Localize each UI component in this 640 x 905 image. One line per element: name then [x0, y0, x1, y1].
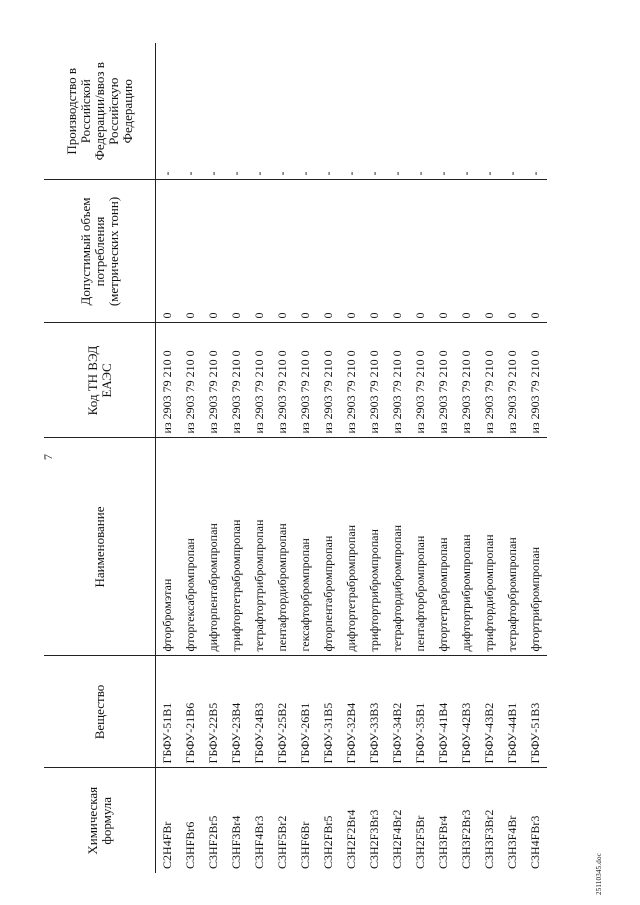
table-row: [386, 43, 409, 873]
cell-chemical-formula: C3HFBr6: [179, 768, 202, 873]
cell-production-import: -: [478, 43, 501, 180]
cell-name: дифтортрибромпропан: [455, 438, 478, 656]
cell-name: тетрафторбромпропан: [501, 438, 524, 656]
cell-customs-code: из 2903 79 210 0: [363, 323, 386, 438]
cell-customs-code: из 2903 79 210 0: [225, 323, 248, 438]
cell-chemical-formula: C3HF4Br3: [248, 768, 271, 873]
cell-production-import: -: [248, 43, 271, 180]
cell-customs-code: из 2903 79 210 0: [271, 323, 294, 438]
cell-name: пентафтордибромпропан: [271, 438, 294, 656]
cell-name: трифтортрибромпропан: [363, 438, 386, 656]
cell-substance: ГБФУ-23B4: [225, 656, 248, 768]
cell-production-import: -: [524, 43, 547, 180]
cell-substance: ГБФУ-26B1: [294, 656, 317, 768]
cell-allowed-volume: 0: [271, 180, 294, 323]
cell-allowed-volume: 0: [179, 180, 202, 323]
cell-chemical-formula: C3HF3Br4: [225, 768, 248, 873]
cell-production-import: -: [271, 43, 294, 180]
table-row: [455, 43, 478, 873]
cell-customs-code: из 2903 79 210 0: [202, 323, 225, 438]
cell-production-import: -: [294, 43, 317, 180]
cell-substance: ГБФУ-25B2: [271, 656, 294, 768]
cell-customs-code: из 2903 79 210 0: [455, 323, 478, 438]
cell-customs-code: из 2903 79 210 0: [340, 323, 363, 438]
table-row: [317, 43, 340, 873]
cell-substance: ГБФУ-51B1: [156, 656, 180, 768]
cell-substance: ГБФУ-44B1: [501, 656, 524, 768]
cell-chemical-formula: C3HF6Br: [294, 768, 317, 873]
cell-chemical-formula: C3H2F2Br4: [340, 768, 363, 873]
cell-production-import: -: [202, 43, 225, 180]
cell-production-import: -: [386, 43, 409, 180]
cell-production-import: -: [409, 43, 432, 180]
cell-name: фторпентабромпропан: [317, 438, 340, 656]
cell-customs-code: из 2903 79 210 0: [478, 323, 501, 438]
cell-name: тетрафтортрибромпропан: [248, 438, 271, 656]
table-row: [524, 43, 547, 873]
header-name: Наименование: [44, 438, 156, 656]
header-customs-code: Код ТН ВЭД ЕАЭС: [44, 323, 156, 438]
page-number: 7: [41, 454, 55, 460]
cell-chemical-formula: C3H3FBr4: [432, 768, 455, 873]
cell-name: фтортетрабромпропан: [432, 438, 455, 656]
table-row: [156, 43, 180, 873]
cell-name: тетрафтордибромпропан: [386, 438, 409, 656]
header-substance: Вещество: [44, 656, 156, 768]
cell-production-import: -: [363, 43, 386, 180]
cell-customs-code: из 2903 79 210 0: [156, 323, 180, 438]
cell-chemical-formula: C2H4FBr: [156, 768, 180, 873]
cell-chemical-formula: C3H3F2Br3: [455, 768, 478, 873]
table-row: [501, 43, 524, 873]
cell-name: трифтортетрабромпропан: [225, 438, 248, 656]
cell-substance: ГБФУ-41B4: [432, 656, 455, 768]
cell-customs-code: из 2903 79 210 0: [179, 323, 202, 438]
cell-substance: ГБФУ-33B3: [363, 656, 386, 768]
table-row: [340, 43, 363, 873]
cell-substance: ГБФУ-31B5: [317, 656, 340, 768]
cell-substance: ГБФУ-24B3: [248, 656, 271, 768]
cell-allowed-volume: 0: [432, 180, 455, 323]
table-row: [478, 43, 501, 873]
cell-production-import: -: [156, 43, 180, 180]
cell-chemical-formula: C3H2F5Br: [409, 768, 432, 873]
cell-allowed-volume: 0: [156, 180, 180, 323]
cell-allowed-volume: 0: [225, 180, 248, 323]
table-row: [179, 43, 202, 873]
cell-customs-code: из 2903 79 210 0: [432, 323, 455, 438]
cell-substance: ГБФУ-51B3: [524, 656, 547, 768]
cell-production-import: -: [317, 43, 340, 180]
cell-allowed-volume: 0: [317, 180, 340, 323]
table-row: [202, 43, 225, 873]
cell-name: фторгексабромпропан: [179, 438, 202, 656]
footer-filename: 25110345.doc: [595, 853, 603, 895]
cell-substance: ГБФУ-34B2: [386, 656, 409, 768]
cell-production-import: -: [455, 43, 478, 180]
cell-name: фтортрибромпропан: [524, 438, 547, 656]
cell-name: пентафторбромпропан: [409, 438, 432, 656]
substances-table: [41, 43, 547, 873]
cell-allowed-volume: 0: [524, 180, 547, 323]
cell-production-import: -: [179, 43, 202, 180]
cell-customs-code: из 2903 79 210 0: [409, 323, 432, 438]
cell-customs-code: из 2903 79 210 0: [524, 323, 547, 438]
cell-customs-code: из 2903 79 210 0: [317, 323, 340, 438]
table-row: [363, 43, 386, 873]
header-production-import: Производство в Российской Федерации/ввоз в Российскую Федерацию: [44, 43, 156, 180]
cell-name: трифтордибромпропан: [478, 438, 501, 656]
cell-allowed-volume: 0: [248, 180, 271, 323]
cell-substance: ГБФУ-43B2: [478, 656, 501, 768]
cell-chemical-formula: C3H3F3Br2: [478, 768, 501, 873]
table-header-row: [44, 43, 156, 873]
cell-substance: ГБФУ-35B1: [409, 656, 432, 768]
cell-chemical-formula: C3H2FBr5: [317, 768, 340, 873]
cell-production-import: -: [225, 43, 248, 180]
cell-allowed-volume: 0: [409, 180, 432, 323]
cell-allowed-volume: 0: [340, 180, 363, 323]
cell-substance: ГБФУ-21B6: [179, 656, 202, 768]
cell-chemical-formula: C3H4FBr3: [524, 768, 547, 873]
cell-allowed-volume: 0: [478, 180, 501, 323]
table-body: [156, 43, 548, 873]
table-row: [432, 43, 455, 873]
cell-chemical-formula: C3H2F3Br3: [363, 768, 386, 873]
cell-allowed-volume: 0: [363, 180, 386, 323]
header-chemical-formula: Химическая формула: [44, 768, 156, 873]
cell-name: гексафторбромпропан: [294, 438, 317, 656]
table-row: [294, 43, 317, 873]
table-row: [248, 43, 271, 873]
cell-customs-code: из 2903 79 210 0: [501, 323, 524, 438]
header-allowed-volume: Допустимый объем потребления (метрических тонн): [44, 180, 156, 323]
cell-allowed-volume: 0: [294, 180, 317, 323]
cell-production-import: -: [501, 43, 524, 180]
cell-production-import: -: [340, 43, 363, 180]
cell-chemical-formula: C3H3F4Br: [501, 768, 524, 873]
cell-chemical-formula: C3HF2Br5: [202, 768, 225, 873]
cell-name: фторбромэтан: [156, 438, 180, 656]
cell-name: дифторпентабромпропан: [202, 438, 225, 656]
table-row: [225, 43, 248, 873]
cell-substance: ГБФУ-32B4: [340, 656, 363, 768]
cell-name: дифтортетрабромпропан: [340, 438, 363, 656]
cell-customs-code: из 2903 79 210 0: [248, 323, 271, 438]
table-row: [271, 43, 294, 873]
table-row: [409, 43, 432, 873]
cell-chemical-formula: C3HF5Br2: [271, 768, 294, 873]
cell-substance: ГБФУ-22B5: [202, 656, 225, 768]
cell-customs-code: из 2903 79 210 0: [386, 323, 409, 438]
cell-allowed-volume: 0: [501, 180, 524, 323]
cell-allowed-volume: 0: [455, 180, 478, 323]
cell-production-import: -: [432, 43, 455, 180]
cell-substance: ГБФУ-42B3: [455, 656, 478, 768]
cell-allowed-volume: 0: [386, 180, 409, 323]
cell-chemical-formula: C3H2F4Br2: [386, 768, 409, 873]
cell-allowed-volume: 0: [202, 180, 225, 323]
cell-customs-code: из 2903 79 210 0: [294, 323, 317, 438]
